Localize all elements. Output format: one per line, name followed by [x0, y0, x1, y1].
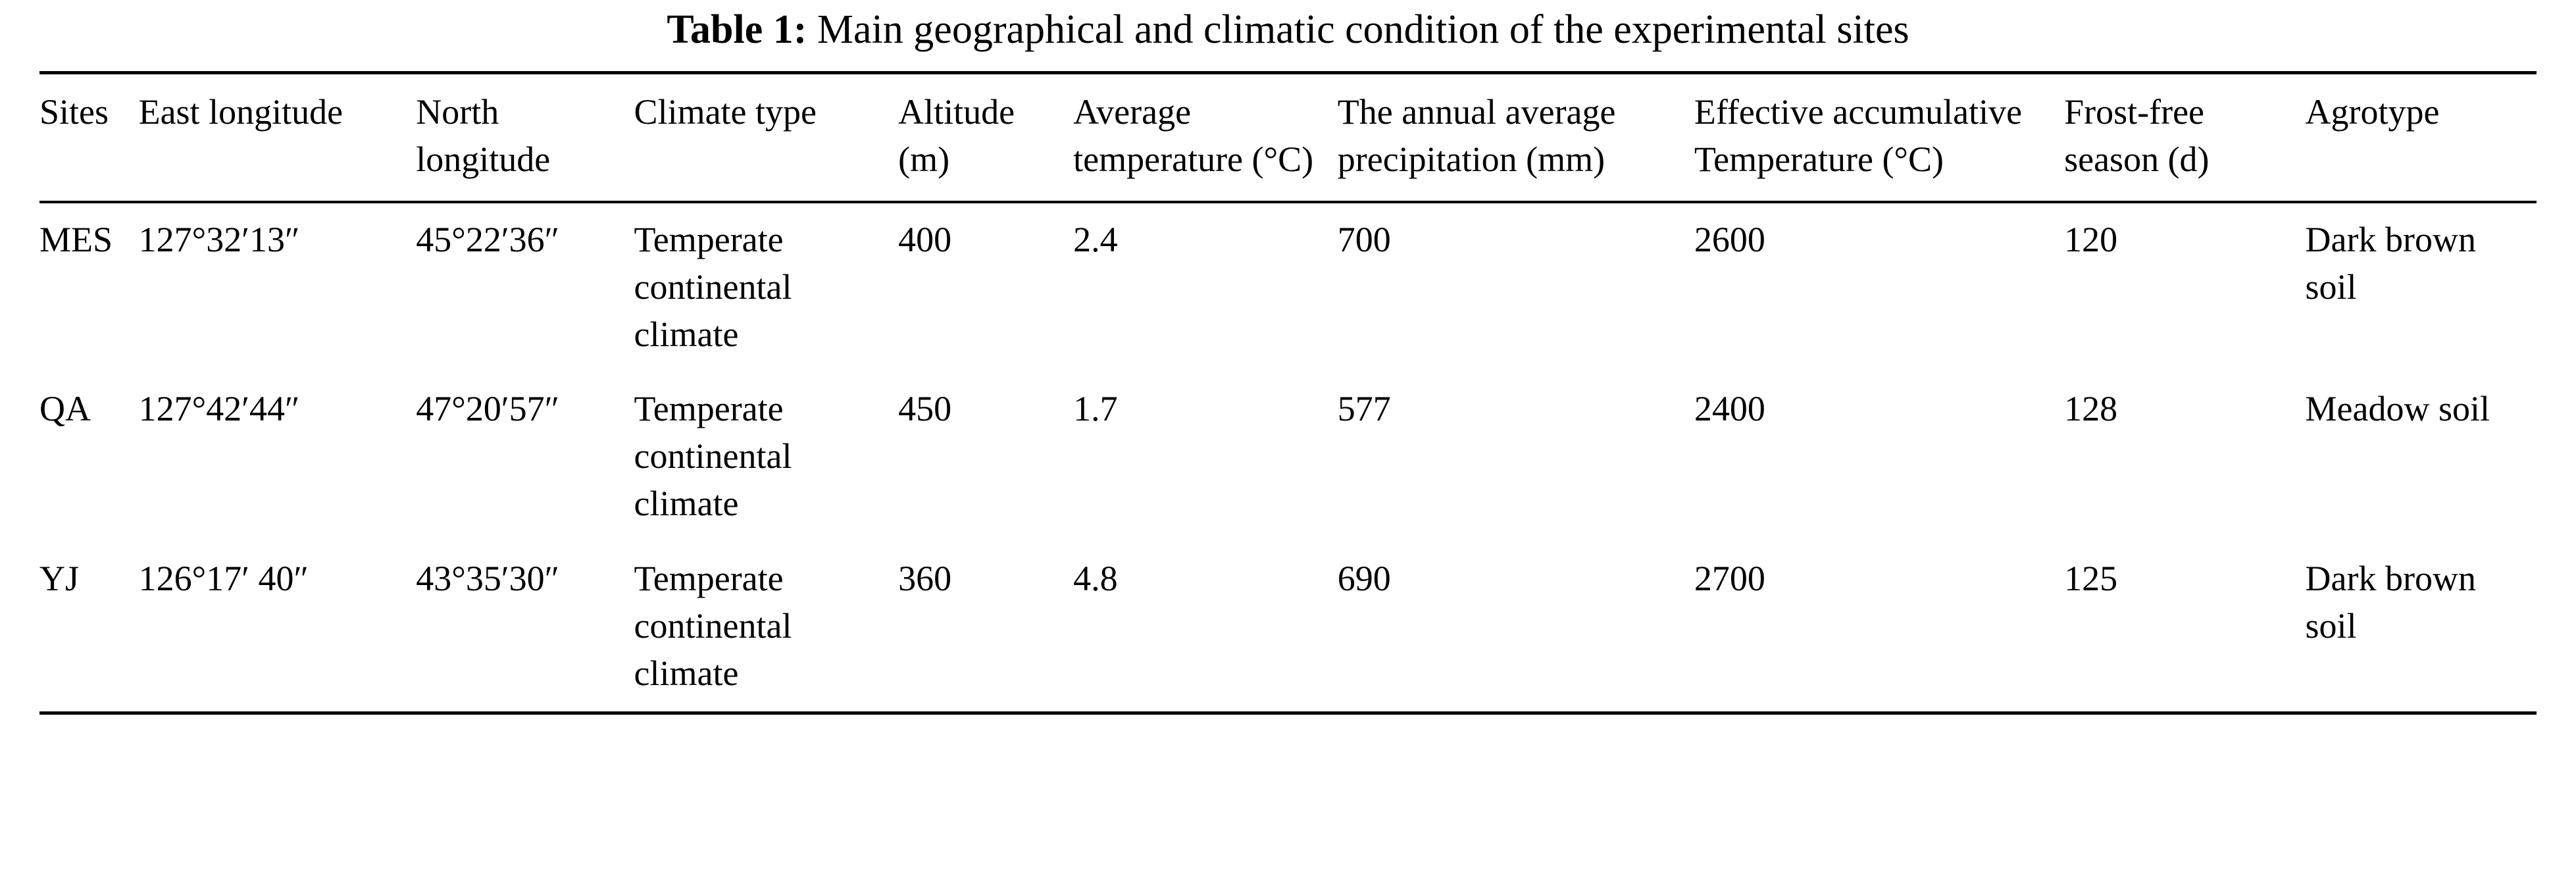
cell-north-longitude: 45°22′36″: [416, 202, 634, 372]
cell-annual-average-precipitation: 577: [1337, 389, 1391, 429]
column-header-east-longitude: East longitude: [139, 73, 417, 202]
cell-east-longitude: 127°32′13″: [139, 202, 417, 372]
cell-average-temperature: 4.8: [1073, 542, 1338, 713]
cell-altitude: 450: [898, 389, 952, 429]
cell-east-longitude: 127°42′44″: [138, 389, 300, 429]
table-row: [39, 542, 2537, 713]
cell-north-longitude: 43°35′30″: [416, 542, 634, 713]
cell-average-temperature: 2.4: [1073, 202, 1338, 372]
table-body: [39, 202, 2537, 713]
table-caption-label: Table 1:: [667, 7, 807, 52]
table-caption-text: Main geographical and climatic condition of the experimental sites: [817, 7, 1909, 52]
table-caption: [39, 0, 2537, 71]
cell-annual-average-precipitation: 700: [1338, 202, 1694, 372]
table-row: [39, 372, 2537, 542]
cell-north-longitude: 47°20′57″: [416, 389, 560, 429]
cell-altitude: 360: [898, 542, 1073, 713]
column-header-climate-type: Climate type: [634, 73, 899, 202]
data-table: [39, 71, 2537, 715]
column-header-annual-average-precipitation: The annual average precipitation (mm): [1338, 73, 1694, 202]
cell-frost-free-season: 125: [2064, 542, 2305, 713]
cell-frost-free-season: 128: [2064, 389, 2118, 429]
column-header-north-longitude: North longitude: [416, 73, 634, 202]
cell-frost-free-season: 120: [2064, 202, 2305, 372]
cell-sites: MES: [39, 202, 139, 372]
cell-climate-type: Temperate continental climate: [634, 542, 899, 713]
table-header-row: [39, 73, 2537, 202]
cell-effective-accumulative-temperature: 2400: [1694, 389, 1765, 429]
cell-east-longitude: 126°17′ 40″: [139, 542, 417, 713]
cell-agrotype: Dark brown soil: [2306, 542, 2537, 713]
column-header-frost-free-season: Frost-free season (d): [2064, 73, 2305, 202]
table-head: [39, 73, 2537, 202]
cell-sites: QA: [39, 389, 91, 429]
column-header-sites: Sites: [39, 73, 139, 202]
cell-altitude: 400: [898, 202, 1073, 372]
table-row: [39, 202, 2537, 372]
cell-effective-accumulative-temperature: 2700: [1694, 542, 2064, 713]
cell-climate-type: Temperate continental climate: [634, 389, 792, 524]
cell-annual-average-precipitation: 690: [1338, 542, 1694, 713]
column-header-effective-accumulative-temperature: Effective accumulative Temperature (°C): [1694, 73, 2064, 202]
cell-effective-accumulative-temperature: 2600: [1694, 202, 2064, 372]
cell-agrotype: Meadow soil: [2305, 389, 2490, 429]
cell-sites: YJ: [39, 542, 139, 713]
column-header-average-temperature: Average temperature (°C): [1073, 73, 1338, 202]
cell-climate-type: Temperate continental climate: [634, 202, 899, 372]
column-header-altitude: Altitude (m): [898, 73, 1073, 202]
column-header-agrotype: Agrotype: [2306, 73, 2537, 202]
cell-average-temperature: 1.7: [1073, 389, 1118, 429]
cell-agrotype: Dark brown soil: [2306, 202, 2537, 372]
